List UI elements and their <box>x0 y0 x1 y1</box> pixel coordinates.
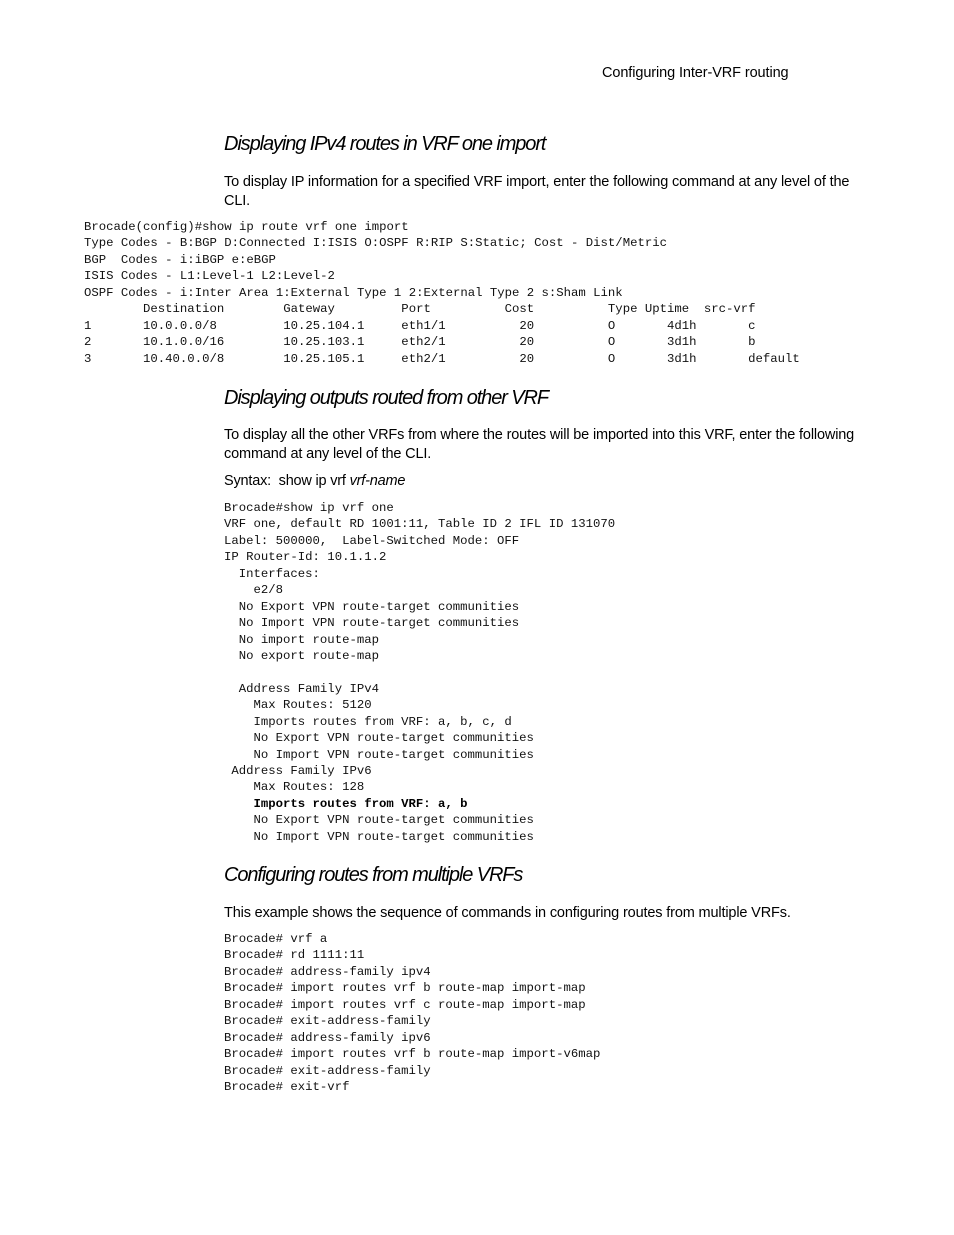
code-line: e2/8 <box>224 583 284 598</box>
section-heading-vrf-import: Displaying IPv4 routes in VRF one import <box>224 133 546 155</box>
code-line: Brocade# address-family ipv6 <box>224 1030 431 1045</box>
code-line: Max Routes: 128 <box>224 780 365 795</box>
code-line-emphasized: Imports routes from VRF: a, b <box>224 796 468 811</box>
code-line: Brocade# rd 1111:11 <box>224 948 365 963</box>
code-line: VRF one, default RD 1001:11, Table ID 2 IFL ID 131070 <box>224 517 616 532</box>
code-line: Brocade# vrf a <box>224 932 328 946</box>
syntax-label: Syntax: <box>224 473 271 489</box>
code-line: Label: 500000, Label-Switched Mode: OFF <box>224 533 520 548</box>
code-line: No Export VPN route-target communities <box>224 731 534 746</box>
code-line: Type Codes - B:BGP D:Connected I:ISIS O:OSPF R:RIP S:Static; Cost - Dist/Metric <box>84 236 667 251</box>
running-header: Configuring Inter-VRF routing <box>602 65 789 81</box>
code-line: Address Family IPv4 <box>224 681 379 696</box>
code-line <box>224 664 615 680</box>
code-line: Brocade# address-family ipv4 <box>224 964 431 979</box>
section-intro-other-vrf: To display all the other VRFs from where the routes will be imported into this VRF, enter the following command at any level of the CLI. <box>224 427 855 462</box>
code-line: Brocade# exit-vrf <box>224 1079 350 1094</box>
code-line: Interfaces: <box>224 566 320 581</box>
section-intro-vrf-import: To display IP information for a specified VRF import, enter the following command at any level of the CLI. <box>224 174 850 209</box>
code-line: OSPF Codes - i:Inter Area 1:External Type 1 2:External Type 2 s:Sham Link <box>84 285 623 300</box>
code-line: No Import VPN route-target communities <box>224 616 520 631</box>
section-intro-multiple-vrfs: This example shows the sequence of commands in configuring routes from multiple VRFs. <box>224 905 791 921</box>
code-line: 2 10.1.0.0/16 10.25.103.1 eth2/1 20 O 3d1h b <box>84 335 756 350</box>
code-line: No Import VPN route-target communities <box>224 747 534 762</box>
code-line: BGP Codes - i:iBGP e:eBGP <box>84 252 276 267</box>
code-block-show-ip-route <box>84 219 800 367</box>
code-line: 3 10.40.0.0/8 10.25.105.1 eth2/1 20 O 3d1h default <box>84 351 800 366</box>
code-line: No import route-map <box>224 632 379 647</box>
section-heading-other-vrf: Displaying outputs routed from other VRF <box>224 387 548 409</box>
code-line: Brocade# exit-address-family <box>224 1014 431 1029</box>
code-line: 1 10.0.0.0/8 10.25.104.1 eth1/1 20 O 4d1h c <box>84 318 756 333</box>
code-line: No Import VPN route-target communities <box>224 829 534 844</box>
code-block-config-commands <box>224 931 600 1095</box>
code-line: ISIS Codes - L1:Level-1 L2:Level-2 <box>84 269 335 284</box>
code-line: Imports routes from VRF: a, b, c, d <box>224 714 512 729</box>
code-line: No export route-map <box>224 648 379 663</box>
code-line: No Export VPN route-target communities <box>224 599 520 614</box>
code-line: Brocade# import routes vrf b route-map import-v6map <box>224 1047 601 1062</box>
code-line: Brocade# import routes vrf b route-map import-map <box>224 981 586 996</box>
code-line: No Export VPN route-target communities <box>224 813 534 828</box>
code-line: Address Family IPv6 <box>224 764 372 778</box>
code-block-show-ip-vrf <box>224 500 615 845</box>
syntax-variable: vrf-name <box>349 473 406 489</box>
syntax-line <box>224 473 405 489</box>
code-line: Brocade(config)#show ip route vrf one import <box>84 220 409 234</box>
code-line: Max Routes: 5120 <box>224 698 372 713</box>
code-line: Brocade#show ip vrf one <box>224 501 394 515</box>
syntax-command: show ip vrf <box>278 473 346 489</box>
code-line: Brocade# exit-address-family <box>224 1063 431 1078</box>
code-line: Destination Gateway Port Cost Type Uptime src-vrf <box>84 302 756 317</box>
section-heading-multiple-vrfs: Configuring routes from multiple VRFs <box>224 864 523 886</box>
code-line: Brocade# import routes vrf c route-map import-map <box>224 997 586 1012</box>
code-line: IP Router-Id: 10.1.1.2 <box>224 550 387 565</box>
